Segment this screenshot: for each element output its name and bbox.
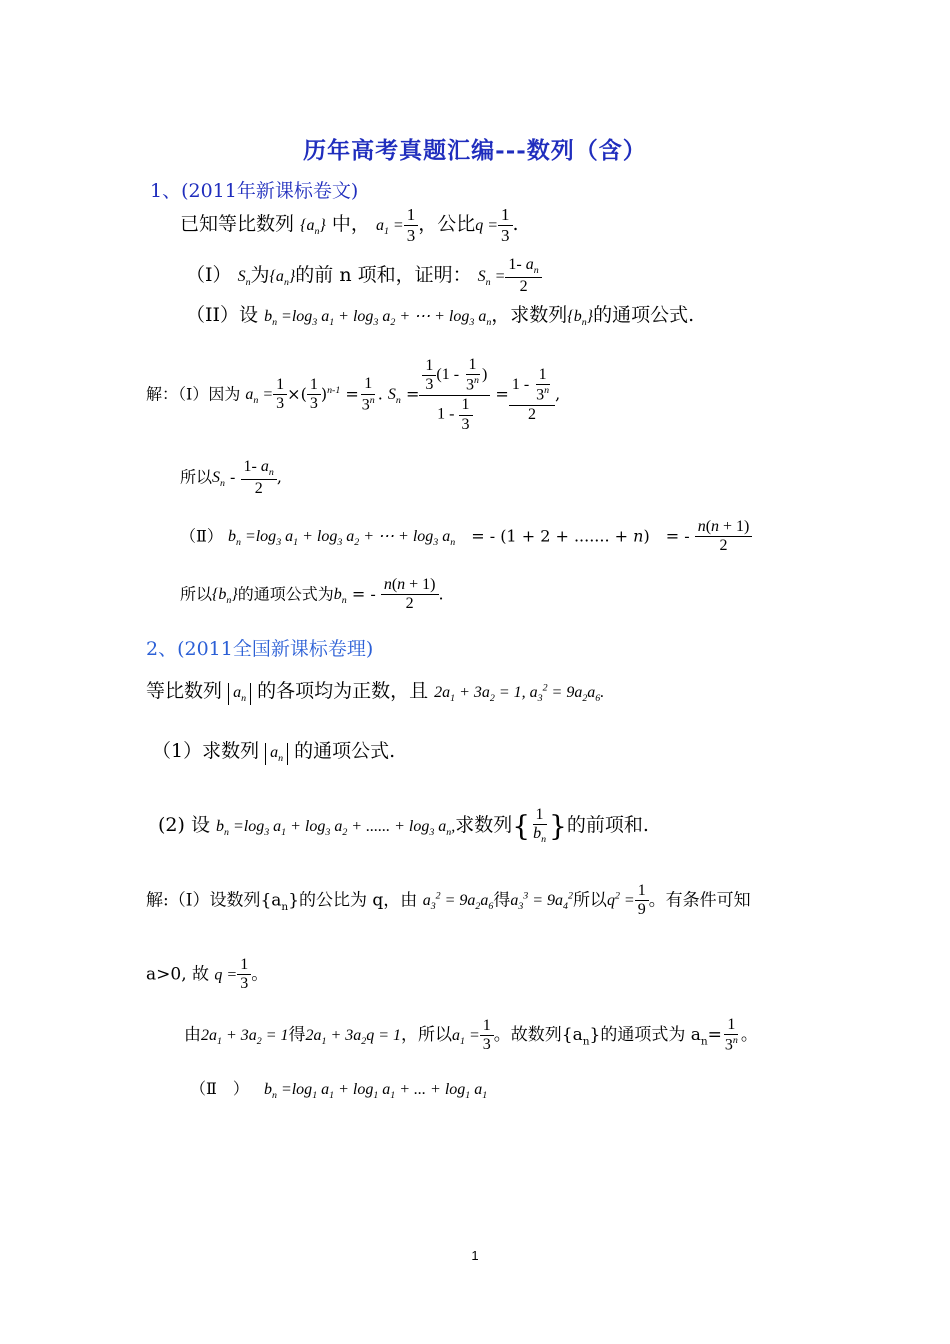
q2-stem: 等比数列 $a_n$ 的各项均为正数，且 $2a_1 + 3a_2 = 1$, $a_3^2 = 9a_2a_6$. xyxy=(146,680,605,705)
q2-solution-2: a>0, 故 q = $\frac{1}{3}$ 。 xyxy=(146,956,269,993)
q1-final: 所以$\{b_n\}$的通项公式为$b_n$ = - $\frac{n(n + 1)}{2}$ . xyxy=(180,576,444,613)
q1-stem: 已知等比数列 $\{a_n\}$ 中， $a_1$ = $\frac{1}{3}$ ，公比q = $\frac{1}{3}$ . xyxy=(180,205,519,245)
q1-part1: （I） $S_n$为$\{a_n\}$的前 n 项和，证明： $S_n$ = $\frac{1- a_n}{2}$ xyxy=(186,256,542,296)
page-number: 1 xyxy=(471,1248,479,1263)
q1-solution-1: 解：（Ⅰ）因为 $a_n$ = $\frac{1}{3}$ ×( $\frac{1}{3}$ )$^{n-1}$ = $\frac{1}{3^n}$ . $S_n$ = $\frac{1}{3}$ (1 - $\frac{1}{3^n}$ ) 1 - $\frac{1}{3}$ = 1 - $\frac{1}{3^n}$ 2 , xyxy=(146,356,561,433)
q2-part1: （1）求数列 $a_n$ 的通项公式. xyxy=(152,740,396,765)
q1-heading: 1、(2011年新课标卷文) xyxy=(150,180,359,202)
q2-part2: (2) 设 $b_n =\log_3$ $a_1 + \log_3 a_2$ + ...... + $\log_3 a_n$,求数列{ $\frac{1}{b_n}$ }的前项和. xyxy=(158,806,649,846)
q2-solution-1: 解:（Ⅰ）设数列$\{a_n\}$的公比为 q，由 $a_3^2 = 9a_2a_6$得$a_3^3 = 9a_4^2$所以$q^2$ = $\frac{1}{9}$ 。有条件可知 xyxy=(146,882,751,919)
q2-heading: 2、(2011全国新课标卷理) xyxy=(146,638,374,660)
q1-part2: （II）设 $b_n =\log_3$ $a_1 + \log_3 a_2$ + ⋯ + $\log_3 a_n$，求数列$\{b_n\}$的通项公式. xyxy=(186,304,695,329)
q2-solution-4: （Ⅱ ） $b_n =\log_1$ $a_1 + \log_1 a_1$ + ... + $\log_1 a_1$ xyxy=(190,1079,488,1102)
q1-so: 所以$S_n$ - $\frac{1- a_n}{2}$ , xyxy=(180,458,282,497)
page-title: 历年高考真题汇编---数列（含） xyxy=(303,137,647,164)
q2-solution-3: 由$2a_1 + 3a_2 = 1$得$2a_1 + 3a_2q = 1$，所以$a_1$ = $\frac{1}{3}$ 。故数列$\{a_n\}$的通项式为 $a_n=$ $\frac{1}{3^n}$ 。 xyxy=(184,1016,758,1054)
q1-solution-2: （Ⅱ） $b_n =\log_3$ $a_1 + \log_3 a_2$ + ⋯ + $\log_3 a_n$ = - (1 + 2 + ....... + n) = - $\frac{n(n + 1)}{2}$ xyxy=(180,518,752,556)
